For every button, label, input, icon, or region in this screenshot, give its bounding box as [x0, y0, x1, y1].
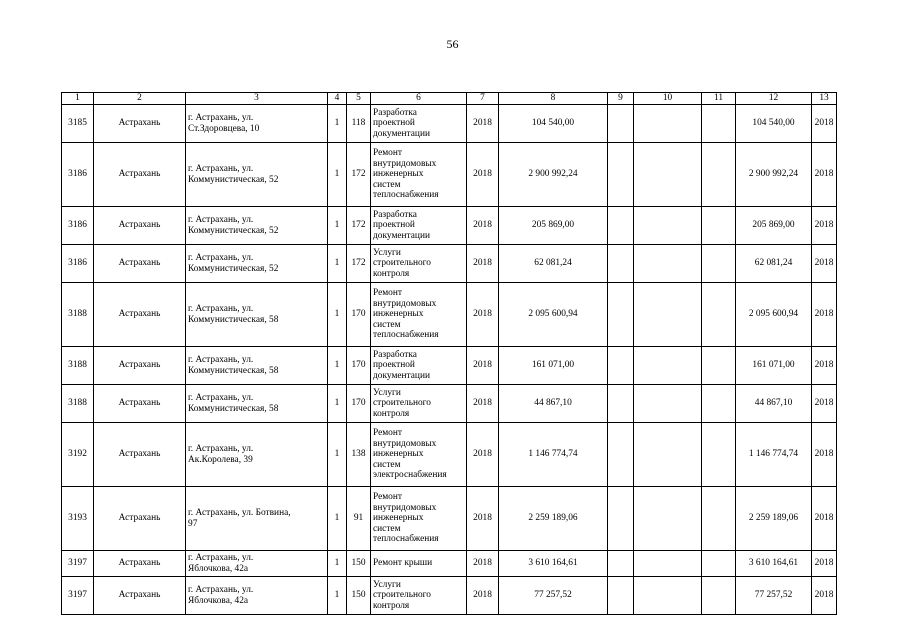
work-type-cell [371, 283, 467, 347]
work-type-line: проектной [373, 220, 415, 231]
col5-cell: 170 [347, 347, 371, 385]
capital-repair-table [61, 92, 837, 615]
address-cell [186, 245, 328, 283]
col5-cell: 172 [347, 143, 371, 207]
col13-cell: 2018 [812, 551, 837, 577]
work-type-cell [371, 245, 467, 283]
city-cell: Астрахань [94, 423, 186, 487]
column-number-12: 12 [736, 93, 812, 105]
amount-cell: 205 869,00 [499, 207, 608, 245]
col11-cell [702, 245, 736, 283]
row-id-cell: 3186 [62, 143, 94, 207]
work-type-cell [371, 347, 467, 385]
col4-cell: 1 [328, 423, 347, 487]
work-type-line: Ремонт [373, 492, 402, 503]
total-cell: 2 900 992,24 [736, 143, 812, 207]
table-body [62, 93, 837, 615]
table-row [62, 283, 837, 347]
col9-cell [608, 245, 634, 283]
address-line: г. Астрахань, ул. [188, 443, 254, 454]
work-type-line: Услуги [373, 579, 401, 590]
work-type-line: Ремонт [373, 148, 402, 159]
work-type-cell [371, 423, 467, 487]
column-number-row [62, 93, 837, 105]
address-line: Ст.Здоровцева, 10 [188, 123, 260, 134]
col9-cell [608, 423, 634, 487]
col11-cell [702, 423, 736, 487]
column-number-5: 5 [347, 93, 371, 105]
work-type-line: Услуги [373, 247, 401, 258]
col10-cell [634, 551, 702, 577]
work-type-line: систем [373, 179, 401, 190]
col9-cell [608, 207, 634, 245]
work-type-line: теплоснабжения [373, 330, 439, 341]
col11-cell [702, 105, 736, 143]
address-line: 97 [188, 518, 198, 529]
year-cell: 2018 [467, 207, 499, 245]
column-number-7: 7 [467, 93, 499, 105]
col11-cell [702, 577, 736, 615]
col5-cell: 172 [347, 207, 371, 245]
city-cell: Астрахань [94, 551, 186, 577]
col9-cell [608, 143, 634, 207]
row-id-cell: 3197 [62, 551, 94, 577]
work-type-cell [371, 551, 467, 577]
address-cell [186, 577, 328, 615]
address-cell [186, 143, 328, 207]
work-type-line: документации [373, 230, 430, 241]
city-cell: Астрахань [94, 283, 186, 347]
col13-cell: 2018 [812, 105, 837, 143]
year-cell: 2018 [467, 577, 499, 615]
work-type-line: внутридомовых [373, 438, 437, 449]
work-type-line: документации [373, 128, 430, 139]
amount-cell: 2 095 600,94 [499, 283, 608, 347]
city-cell: Астрахань [94, 347, 186, 385]
row-id-cell: 3186 [62, 207, 94, 245]
col4-cell: 1 [328, 385, 347, 423]
year-cell: 2018 [467, 143, 499, 207]
city-cell: Астрахань [94, 487, 186, 551]
col11-cell [702, 283, 736, 347]
address-line: Коммунистическая, 58 [188, 403, 279, 414]
address-line: г. Астрахань, ул. [188, 214, 254, 225]
work-type-cell [371, 143, 467, 207]
work-type-line: строительного [373, 590, 431, 601]
address-line: г. Астрахань, ул. [188, 584, 254, 595]
work-type-line: контроля [373, 408, 410, 419]
work-type-line: Разработка [373, 349, 417, 360]
city-cell: Астрахань [94, 385, 186, 423]
col13-cell: 2018 [812, 143, 837, 207]
col9-cell [608, 105, 634, 143]
work-type-cell [371, 105, 467, 143]
address-line: г. Астрахань, ул. [188, 303, 254, 314]
work-type-line: контроля [373, 268, 410, 279]
address-line: г. Астрахань, ул. [188, 163, 254, 174]
row-id-cell: 3186 [62, 245, 94, 283]
work-type-line: проектной [373, 360, 415, 371]
work-type-cell [371, 385, 467, 423]
work-type-line: Разработка [373, 107, 417, 118]
col11-cell [702, 385, 736, 423]
year-cell: 2018 [467, 105, 499, 143]
table-row [62, 143, 837, 207]
address-line: г. Астрахань, ул. [188, 392, 254, 403]
address-line: г. Астрахань, ул. [188, 552, 254, 563]
work-type-line: систем [373, 319, 401, 330]
amount-cell: 77 257,52 [499, 577, 608, 615]
col13-cell: 2018 [812, 207, 837, 245]
total-cell: 205 869,00 [736, 207, 812, 245]
col4-cell: 1 [328, 207, 347, 245]
col13-cell: 2018 [812, 347, 837, 385]
address-cell [186, 105, 328, 143]
work-type-line: Разработка [373, 209, 417, 220]
row-id-cell: 3188 [62, 385, 94, 423]
work-type-line: систем [373, 523, 401, 534]
table-row [62, 207, 837, 245]
col9-cell [608, 487, 634, 551]
address-cell [186, 423, 328, 487]
address-cell [186, 385, 328, 423]
col5-cell: 91 [347, 487, 371, 551]
col4-cell: 1 [328, 105, 347, 143]
work-type-line: инженерных [373, 449, 424, 460]
work-type-line: документации [373, 370, 430, 381]
col10-cell [634, 385, 702, 423]
col4-cell: 1 [328, 283, 347, 347]
column-number-11: 11 [702, 93, 736, 105]
table-row [62, 105, 837, 143]
year-cell: 2018 [467, 283, 499, 347]
address-line: Коммунистическая, 52 [188, 263, 279, 274]
work-type-line: контроля [373, 600, 410, 611]
col5-cell: 172 [347, 245, 371, 283]
work-type-line: теплоснабжения [373, 534, 439, 545]
total-cell: 44 867,10 [736, 385, 812, 423]
work-type-line: строительного [373, 258, 431, 269]
column-number-4: 4 [328, 93, 347, 105]
col4-cell: 1 [328, 245, 347, 283]
col5-cell: 170 [347, 385, 371, 423]
col10-cell [634, 487, 702, 551]
col5-cell: 170 [347, 283, 371, 347]
col10-cell [634, 143, 702, 207]
address-cell [186, 487, 328, 551]
work-type-line: Ремонт крыши [373, 558, 433, 569]
amount-cell: 62 081,24 [499, 245, 608, 283]
year-cell: 2018 [467, 487, 499, 551]
col10-cell [634, 105, 702, 143]
city-cell: Астрахань [94, 143, 186, 207]
address-line: Коммунистическая, 58 [188, 314, 279, 325]
col4-cell: 1 [328, 551, 347, 577]
row-id-cell: 3192 [62, 423, 94, 487]
col10-cell [634, 577, 702, 615]
total-cell: 2 259 189,06 [736, 487, 812, 551]
row-id-cell: 3193 [62, 487, 94, 551]
work-type-line: теплоснабжения [373, 190, 439, 201]
table-row [62, 347, 837, 385]
address-cell [186, 207, 328, 245]
city-cell: Астрахань [94, 245, 186, 283]
work-type-line: Ремонт [373, 428, 402, 439]
column-number-3: 3 [186, 93, 328, 105]
row-id-cell: 3197 [62, 577, 94, 615]
work-type-cell [371, 207, 467, 245]
work-type-line: проектной [373, 118, 415, 129]
col5-cell: 118 [347, 105, 371, 143]
col4-cell: 1 [328, 577, 347, 615]
amount-cell: 2 259 189,06 [499, 487, 608, 551]
total-cell: 2 095 600,94 [736, 283, 812, 347]
row-id-cell: 3188 [62, 347, 94, 385]
year-cell: 2018 [467, 423, 499, 487]
table-row [62, 385, 837, 423]
table-row [62, 423, 837, 487]
table-row [62, 245, 837, 283]
column-number-9: 9 [608, 93, 634, 105]
work-type-line: систем [373, 459, 401, 470]
row-id-cell: 3185 [62, 105, 94, 143]
col4-cell: 1 [328, 487, 347, 551]
column-number-13: 13 [812, 93, 837, 105]
col11-cell [702, 347, 736, 385]
col11-cell [702, 551, 736, 577]
city-cell: Астрахань [94, 105, 186, 143]
col13-cell: 2018 [812, 245, 837, 283]
col10-cell [634, 245, 702, 283]
col13-cell: 2018 [812, 423, 837, 487]
col13-cell: 2018 [812, 487, 837, 551]
amount-cell: 104 540,00 [499, 105, 608, 143]
city-cell: Астрахань [94, 207, 186, 245]
col10-cell [634, 423, 702, 487]
address-line: Яблочкова, 42а [188, 595, 249, 606]
work-type-line: Услуги [373, 387, 401, 398]
work-type-line: Ремонт [373, 288, 402, 299]
col10-cell [634, 207, 702, 245]
address-cell [186, 551, 328, 577]
total-cell: 161 071,00 [736, 347, 812, 385]
col10-cell [634, 283, 702, 347]
col9-cell [608, 385, 634, 423]
amount-cell: 44 867,10 [499, 385, 608, 423]
row-id-cell: 3188 [62, 283, 94, 347]
column-number-10: 10 [634, 93, 702, 105]
col10-cell [634, 347, 702, 385]
col9-cell [608, 577, 634, 615]
year-cell: 2018 [467, 385, 499, 423]
address-line: Коммунистическая, 58 [188, 365, 279, 376]
work-type-line: строительного [373, 398, 431, 409]
total-cell: 62 081,24 [736, 245, 812, 283]
col4-cell: 1 [328, 347, 347, 385]
table-row [62, 487, 837, 551]
address-line: Коммунистическая, 52 [188, 174, 279, 185]
table-row [62, 577, 837, 615]
year-cell: 2018 [467, 245, 499, 283]
city-cell: Астрахань [94, 577, 186, 615]
amount-cell: 161 071,00 [499, 347, 608, 385]
work-type-cell [371, 577, 467, 615]
address-cell [186, 283, 328, 347]
col11-cell [702, 487, 736, 551]
col9-cell [608, 283, 634, 347]
col4-cell: 1 [328, 143, 347, 207]
work-type-cell [371, 487, 467, 551]
address-cell [186, 347, 328, 385]
address-line: г. Астрахань, ул. Ботвина, [188, 507, 291, 518]
total-cell: 77 257,52 [736, 577, 812, 615]
amount-cell: 3 610 164,61 [499, 551, 608, 577]
col13-cell: 2018 [812, 577, 837, 615]
column-number-1: 1 [62, 93, 94, 105]
col9-cell [608, 347, 634, 385]
col5-cell: 150 [347, 577, 371, 615]
work-type-line: электроснабжения [373, 470, 447, 481]
address-line: г. Астрахань, ул. [188, 354, 254, 365]
col13-cell: 2018 [812, 385, 837, 423]
column-number-6: 6 [371, 93, 467, 105]
work-type-line: инженерных [373, 513, 424, 524]
work-type-line: инженерных [373, 309, 424, 320]
table-row [62, 551, 837, 577]
address-line: Коммунистическая, 52 [188, 225, 279, 236]
page-number: 56 [446, 37, 459, 51]
column-number-2: 2 [94, 93, 186, 105]
col5-cell: 138 [347, 423, 371, 487]
col11-cell [702, 207, 736, 245]
work-type-line: инженерных [373, 169, 424, 180]
col13-cell: 2018 [812, 283, 837, 347]
total-cell: 1 146 774,74 [736, 423, 812, 487]
address-line: Яблочкова, 42а [188, 563, 249, 574]
work-type-line: внутридомовых [373, 502, 437, 513]
year-cell: 2018 [467, 347, 499, 385]
amount-cell: 2 900 992,24 [499, 143, 608, 207]
work-type-line: внутридомовых [373, 158, 437, 169]
year-cell: 2018 [467, 551, 499, 577]
column-number-8: 8 [499, 93, 608, 105]
address-line: г. Астрахань, ул. [188, 252, 254, 263]
total-cell: 104 540,00 [736, 105, 812, 143]
col11-cell [702, 143, 736, 207]
amount-cell: 1 146 774,74 [499, 423, 608, 487]
total-cell: 3 610 164,61 [736, 551, 812, 577]
col9-cell [608, 551, 634, 577]
address-line: г. Астрахань, ул. [188, 112, 254, 123]
work-type-line: внутридомовых [373, 298, 437, 309]
address-line: Ак.Королева, 39 [188, 454, 253, 465]
col5-cell: 150 [347, 551, 371, 577]
